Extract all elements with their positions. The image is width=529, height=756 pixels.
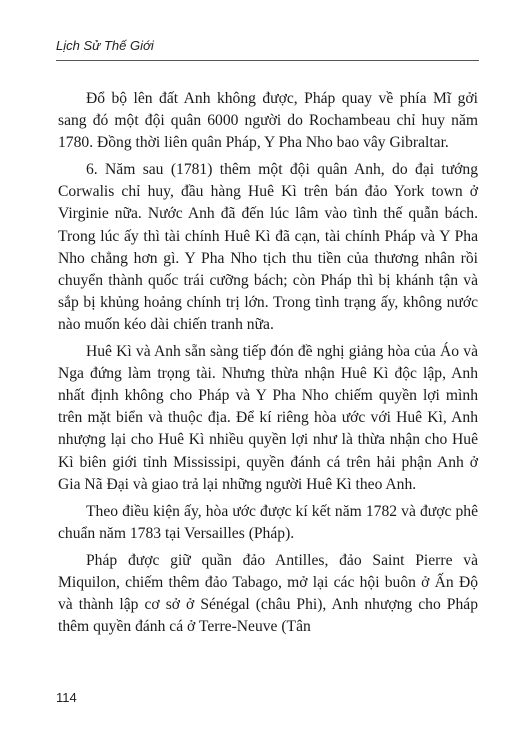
page-body [58, 88, 478, 643]
header-rule [56, 60, 479, 61]
running-header: Lịch Sử Thế Giới [56, 38, 154, 53]
paragraph: Đổ bộ lên đất Anh không được, Pháp quay về phía Mĩ gởi sang đó một đội quân 6000 người do Rochambeau chỉ huy năm 1780. Đồng thời liên quân Pháp, Y Pha Nho bao vây Gibraltar. [58, 90, 478, 152]
paragraph: Pháp được giữ quần đảo Antilles, đảo Saint Pierre và Miquilon, chiếm thêm đảo Tabago, mở lại các hội buôn ở Ấn Độ và thành lập cơ sở ở Sénégal (châu Phi), Anh nhượng cho Pháp thêm quyền đánh cá ở Terre-Neuve (Tân [58, 551, 478, 636]
paragraph: Huê Kì và Anh sẵn sàng tiếp đón đề nghị giảng hòa của Áo và Nga đứng làm trọng tài. Nhưng thừa nhận Huê Kì độc lập, Anh nhất định không cho Pháp và Y Pha Nho chiếm quyền lợi mình trên mặt biển và thuộc địa. Để kí riêng hòa ước với Huê Kì, Anh nhượng lại cho Huê Kì nhiều quyền lợi như là thừa nhận cho Huê Kì biên giới tỉnh Mississipi, quyền đánh cá trên hải phận Anh ở Gia Nã Đại và giao trả lại những người Huê Kì theo Anh. [58, 343, 478, 493]
paragraph: Theo điều kiện ấy, hòa ước được kí kết năm 1782 và được phê chuẩn năm 1783 tại Versailles (Pháp). [58, 502, 478, 542]
page-number: 114 [56, 690, 77, 705]
paragraph: 6. Năm sau (1781) thêm một đội quân Anh, do đại tướng Corwalis chỉ huy, đầu hàng Huê Kì trên bán đảo York town ở Virginie nữa. Nước Anh đã đến lúc lâm vào tình thế quẫn bách. Trong lúc ấy thì tài chính Huê Kì đã cạn, tài chính Pháp và Y Pha Nho chẳng hơn gì. Y Pha Nho tịch thu tiền của thương nhân rồi chuyển thành quốc trái cưỡng bách; còn Pháp thì bị khánh tận và sắp bị khủng hoảng chính trị lớn. Trong tình trạng ấy, không nước nào muốn kéo dài chiến tranh nữa. [58, 161, 478, 333]
